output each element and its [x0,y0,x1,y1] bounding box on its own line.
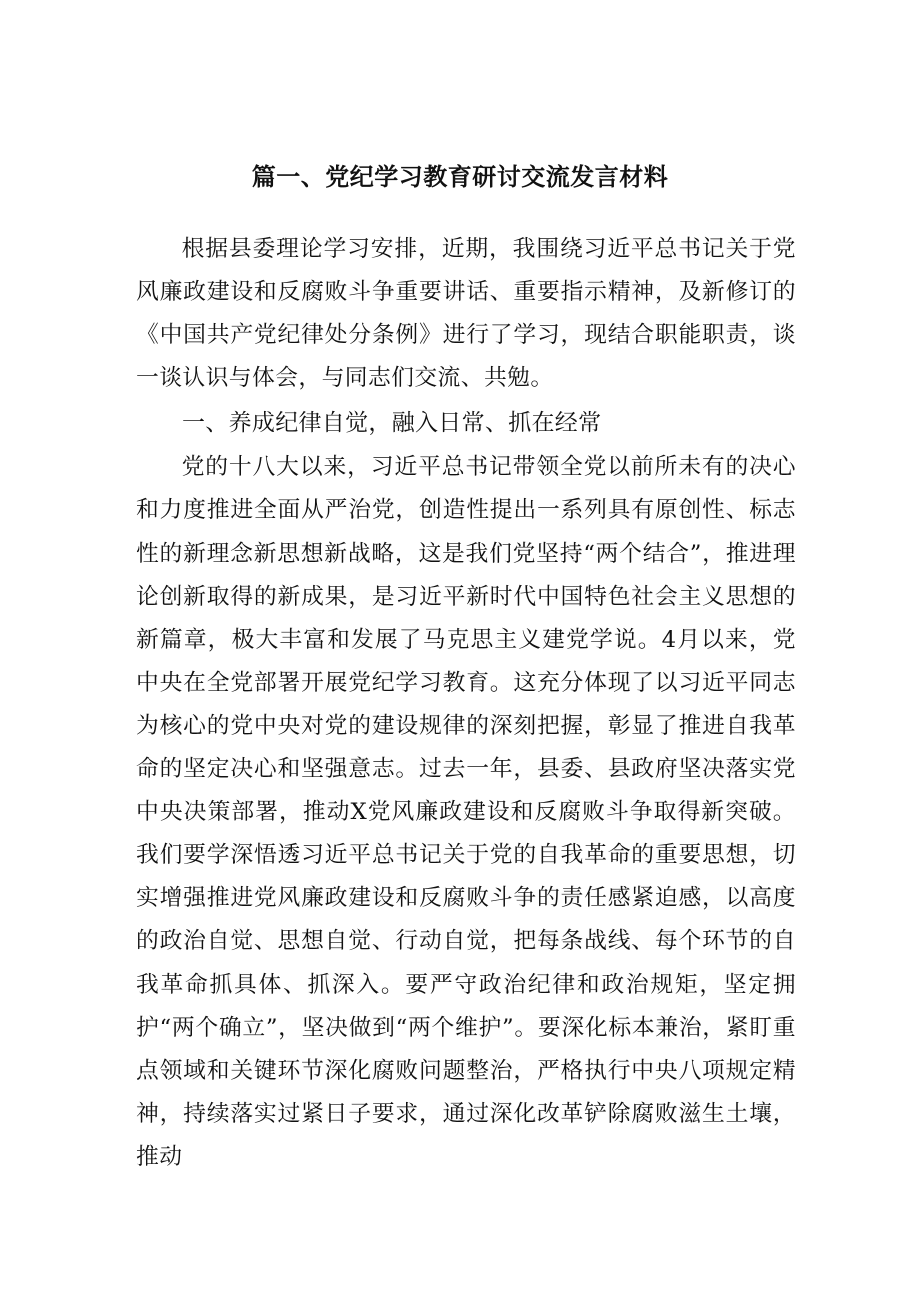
intro-paragraph: 根据县委理论学习安排，近期，我围绕习近平总书记关于党风廉政建设和反腐败斗争重要讲话、重要指示精神，及新修订的《中国共产党纪律处分条例》进行了学习，现结合职能职责，谈一谈认识与体会，与同志们交流、共勉。 [136,236,796,392]
document-title: 篇一、党纪学习教育研讨交流发言材料 [251,163,669,191]
document-body [136,228,796,1179]
section-heading: 一、养成纪律自觉，融入日常、抓在经常 [182,410,602,437]
section-paragraph: 党的十八大以来，习近平总书记带领全党以前所未有的决心和力度推进全面从严治党，创造性提出一系列具有原创性、标志性的新理念新思想新战略，这是我们党坚持“两个结合”，推进理论创新取得的新成果，是习近平新时代中国特色社会主义思想的新篇章，极大丰富和发展了马克思主义建党学说。4月以来，党中央在全党部署开展党纪学习教育。这充分体现了以习近平同志为核心的党中央对党的建设规律的深刻把握，彰显了推进自我革命的坚定决心和坚强意志。过去一年，县委、县政府坚决落实党中央决策部署，推动X党风廉政建设和反腐败斗争取得新突破。我们要学深悟透习近平总书记关于党的自我革命的重要思想，切实增强推进党风廉政建设和反腐败斗争的责任感紧迫感，以高度的政治自觉、思想自觉、行动自觉，把每条战线、每个环节的自我革命抓具体、抓深入。要严守政治纪律和政治规矩，坚定拥护“两个确立”，坚决做到“两个维护”。要深化标本兼治，紧盯重点领域和关键环节深化腐败问题整治，严格执行中央八项规定精神，持续落实过紧日子要求，通过深化改革铲除腐败滋生土壤，推动 [136,454,796,1170]
